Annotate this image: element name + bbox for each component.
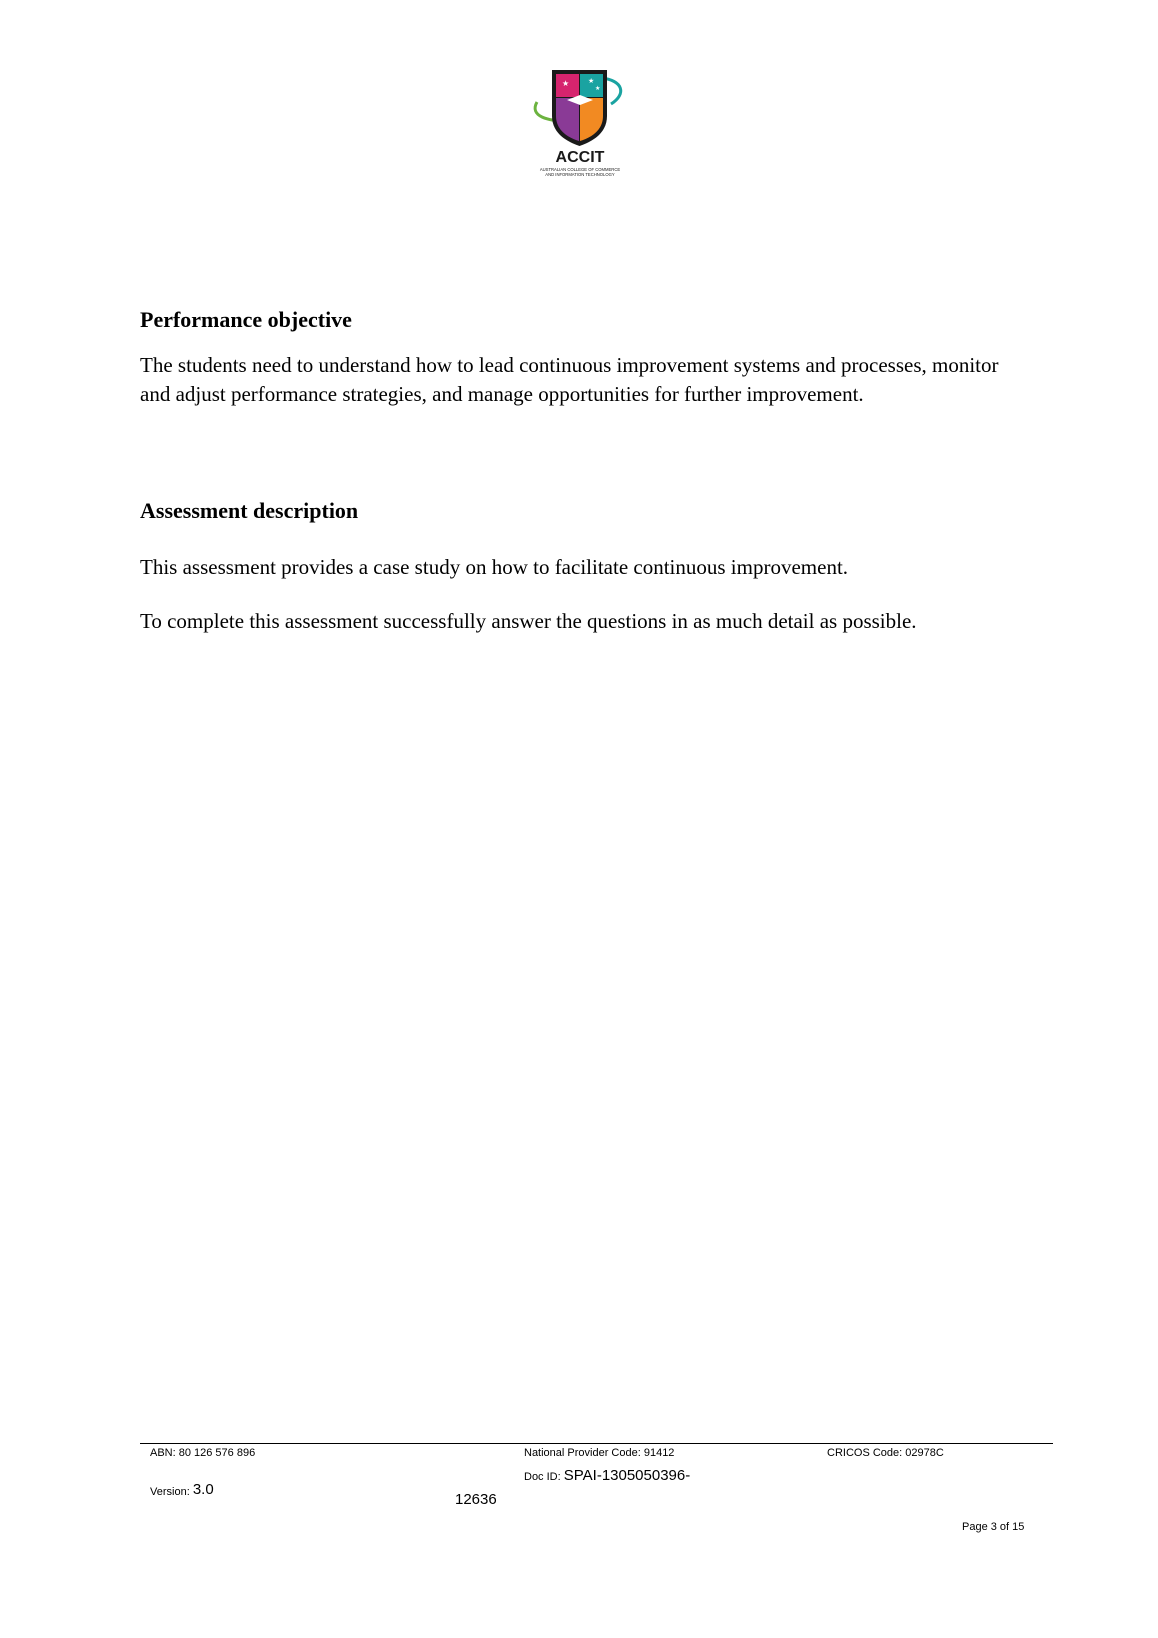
logo-tagline-line1: AUSTRALIAN COLLEGE OF COMMERCE bbox=[539, 167, 621, 172]
footer-abn: ABN: 80 126 576 896 bbox=[150, 1447, 256, 1459]
footer-cricos-code: CRICOS Code: 02978C bbox=[827, 1447, 944, 1459]
footer-page-number: Page 3 of 15 bbox=[962, 1521, 1025, 1533]
footer-version bbox=[150, 1482, 214, 1499]
footer-doc-id-value-continued: 12636 bbox=[455, 1491, 497, 1508]
footer-doc-id-value: SPAI-1305050396- bbox=[563, 1467, 691, 1484]
logo-wordmark: ACCIT bbox=[555, 149, 605, 166]
logo-star: ★ bbox=[588, 77, 595, 85]
assessment-description-heading: Assessment description bbox=[140, 498, 359, 523]
footer-doc-id-label: Doc ID: bbox=[524, 1471, 561, 1483]
logo-tagline-line2: AND INFORMATION TECHNOLOGY bbox=[545, 172, 615, 177]
logo-star: ★ bbox=[595, 85, 601, 92]
footer-divider bbox=[140, 1443, 1053, 1444]
footer-doc-id bbox=[524, 1467, 690, 1484]
footer-version-label: Version: bbox=[150, 1486, 190, 1498]
logo-star: ★ bbox=[562, 79, 570, 88]
assessment-description-text-2: To complete this assessment successfully answer the questions in as much detail as possible. bbox=[140, 609, 917, 633]
footer-provider-code: National Provider Code: 91412 bbox=[524, 1447, 675, 1459]
assessment-description-text-1: This assessment provides a case study on how to facilitate continuous improvement. bbox=[140, 555, 849, 579]
logo-quadrant-orange bbox=[580, 98, 603, 141]
accit-logo bbox=[527, 64, 635, 178]
footer-version-value: 3.0 bbox=[192, 1481, 214, 1498]
performance-objective-text: The students need to understand how to lead continuous improvement systems and processes, monitor and adjust performance strategies, and manage opportunities for further improvement. bbox=[140, 353, 999, 406]
logo-quadrant-purple bbox=[556, 98, 579, 141]
performance-objective-heading: Performance objective bbox=[140, 307, 352, 332]
